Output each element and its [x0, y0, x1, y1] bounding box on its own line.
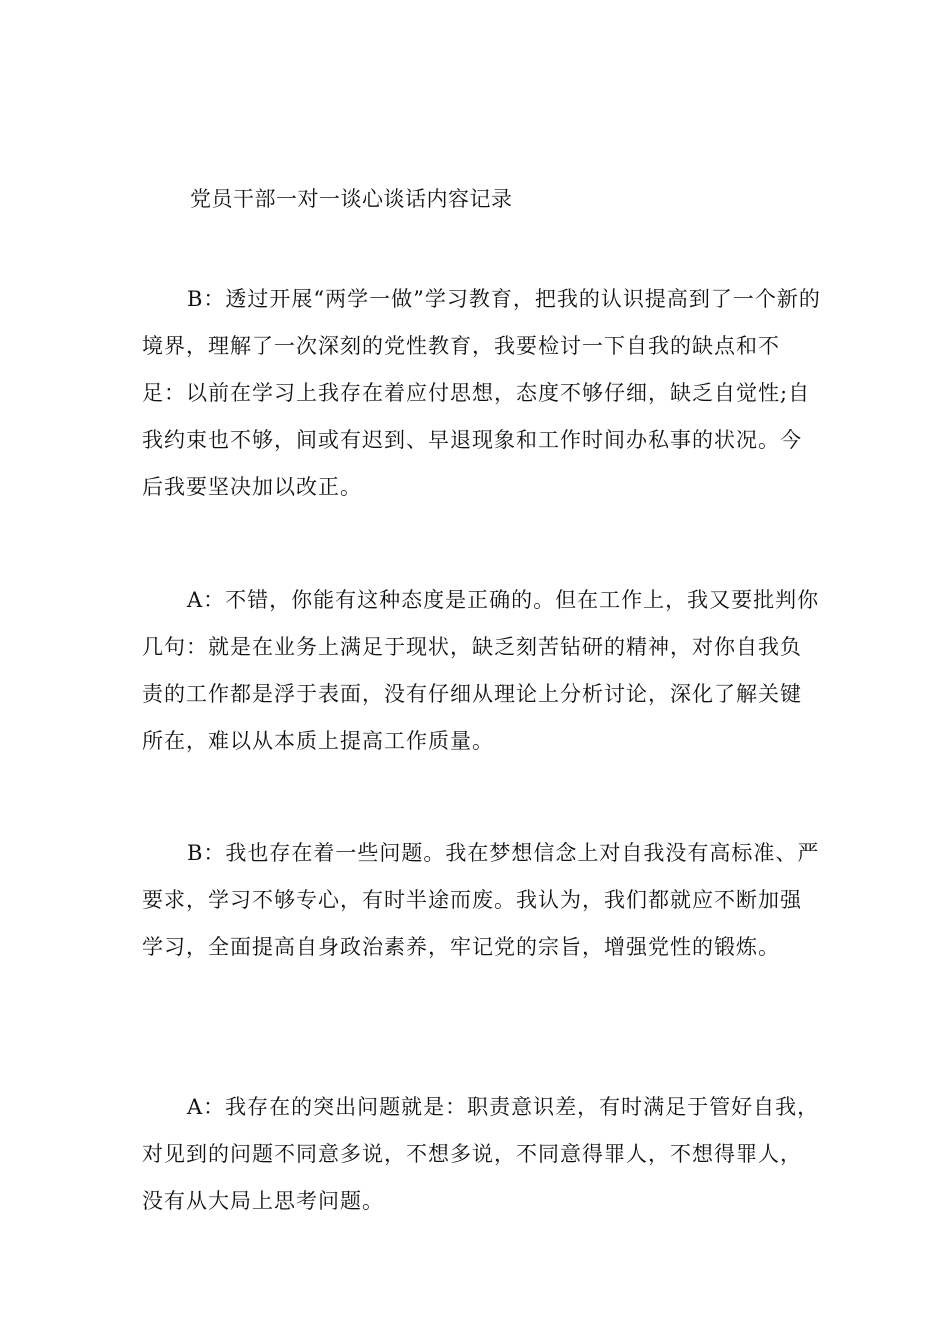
paragraph-3: B：我也存在着一些问题。我在梦想信念上对自我没有高标准、严要求，学习不够专心，有时半途而废。我认为，我们都就应不断加强学习，全面提高自身政治素养，牢记党的宗旨，增强党性的锻炼。 [142, 841, 820, 959]
paragraph-1: B：透过开展“两学一做”学习教育，把我的认识提高到了一个新的境界，理解了一次深刻的党性教育，我要检讨一下自我的缺点和不足：以前在学习上我存在着应付思想，态度不够仔细，缺乏自觉性;自我约束也不够，间或有迟到、早退现象和工作时间办私事的状况。今后我要坚决加以改正。 [142, 287, 821, 499]
paragraph-4: A：我存在的突出问题就是：职责意识差，有时满足于管好自我，对见到的问题不同意多说，不想多说，不同意得罪人，不想得罪人，没有从大局上思考问题。 [142, 1095, 820, 1213]
paragraph-2: A：不错，你能有这种态度是正确的。但在工作上，我又要批判你几句：就是在业务上满足于现状，缺乏刻苦钻研的精神，对你自我负责的工作都是浮于表面，没有仔细从理论上分析讨论，深化了解关键所在，难以从本质上提高工作质量。 [142, 588, 820, 753]
document-title: 党员干部一对一谈心谈话内容记录 [190, 187, 513, 211]
